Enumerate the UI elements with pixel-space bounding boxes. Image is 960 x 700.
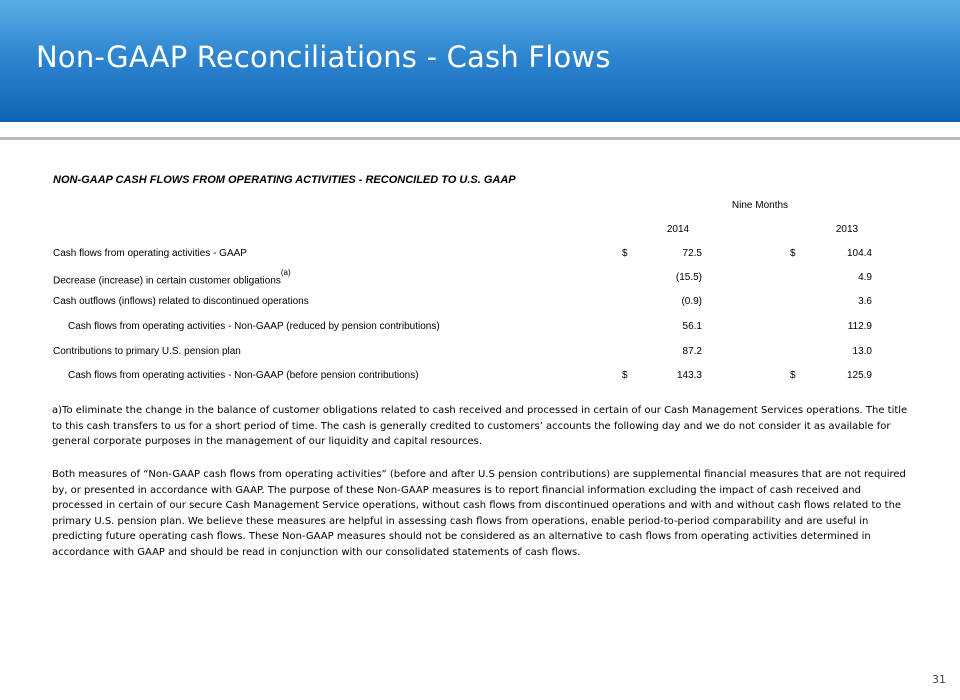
column-header-2013: 2013 [835, 224, 859, 235]
currency-2014: $ [622, 248, 628, 259]
value-2014: 56.1 [682, 321, 702, 332]
row-label: Decrease (increase) in certain customer obligations$^{(a)}$ [53, 268, 291, 287]
row-label: Contributions to primary U.S. pension plan [53, 346, 241, 357]
row-label: Cash flows from operating activities - GAAP [53, 248, 247, 259]
slide-header [0, 0, 960, 122]
header-divider [0, 137, 960, 140]
footnote-a: a)To eliminate the change in the balance of customer obligations related to cash received and processed in certain of our Cash Management Services operations. The title to this cash transfers to us for a short period of time. The cash is generally credited to customers’ accounts the following day and we do not consider it as available for general corporate purposes in the management of our liquidity and capital resources. [52, 405, 908, 448]
disclosure-paragraph: Both measures of “Non-GAAP cash flows from operating activities” (before and after U.S pension contributions) are supplemental financial measures that are not required by, or presented in accordance with GAAP. The purpose of these Non-GAAP measures is to report financial information excluding the impact of cash received and processed in certain of our secure Cash Management Service operations, without cash flows from discontinued operations and with and without cash flows related to the primary U.S. pension plan. We believe these measures are helpful in assessing cash flows from operations, enable period-to-period comparability and are useful in predicting future operating cash flows. These Non-GAAP measures should not be considered as an alternative to cash flows from operating activities determined in accordance with GAAP and should be read in conjunction with our consolidated statements of cash flows. [52, 469, 906, 558]
currency-2014: $ [622, 370, 628, 381]
column-header-2014: 2014 [666, 224, 690, 235]
value-2013: 112.9 [847, 321, 872, 332]
value-2013: 13.0 [852, 346, 872, 357]
currency-2013: $ [790, 248, 796, 259]
row-label: Cash flows from operating activities - Non-GAAP (before pension contributions) [68, 370, 419, 381]
value-2014: (0.9) [681, 296, 702, 307]
value-2013: 4.9 [858, 272, 872, 283]
footnote-marker: (a) [280, 268, 291, 277]
page-number: 31 [932, 673, 946, 686]
value-2013: 3.6 [858, 296, 872, 307]
table-title: NON-GAAP CASH FLOWS FROM OPERATING ACTIVITIES - RECONCILED TO U.S. GAAP [53, 174, 516, 186]
value-2013: 104.4 [846, 248, 872, 259]
value-2014: (15.5) [675, 272, 702, 283]
row-label: Cash flows from operating activities - Non-GAAP (reduced by pension contributions) [68, 321, 440, 332]
period-header: Nine Months [731, 200, 789, 211]
currency-2013: $ [790, 370, 796, 381]
value-2014: 72.5 [682, 248, 702, 259]
value-2014: 87.2 [682, 346, 702, 357]
row-label: Cash outflows (inflows) related to discontinued operations [53, 296, 309, 307]
value-2014: 143.3 [676, 370, 702, 381]
value-2013: 125.9 [846, 370, 872, 381]
slide-title: Non-GAAP Reconciliations - Cash Flows [36, 40, 611, 74]
